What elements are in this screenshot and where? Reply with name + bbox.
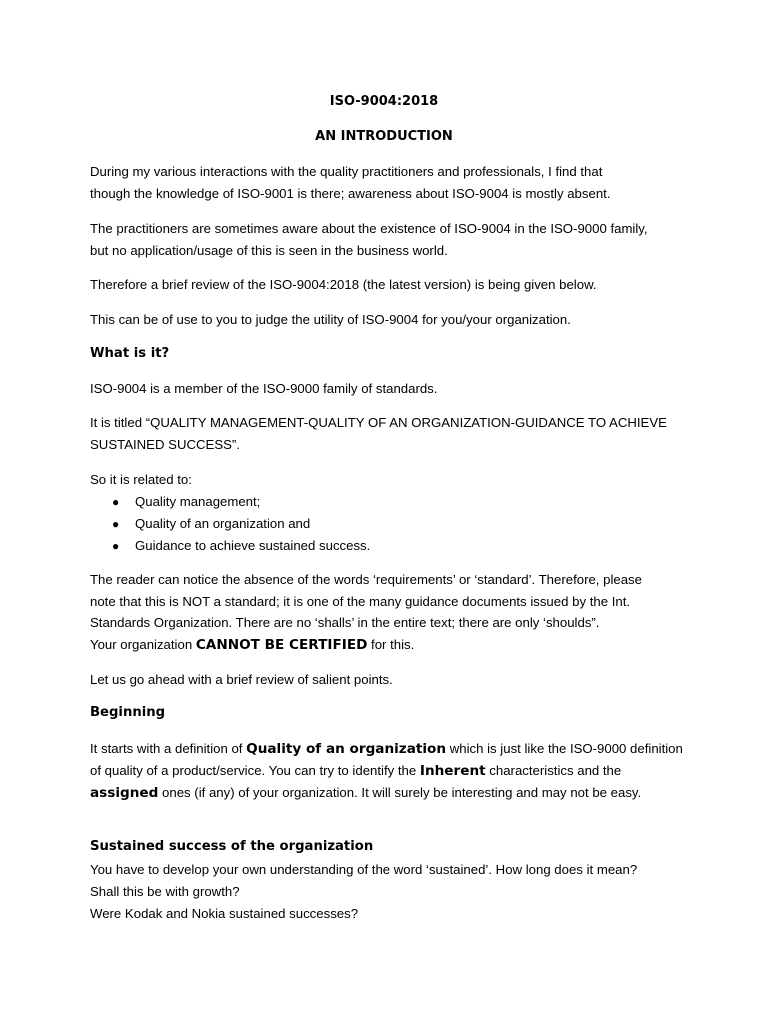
paragraph-line: Therefore a brief review of the ISO-9004:2018 (the latest version) is being given below. <box>90 277 597 292</box>
paragraph-line: but no application/usage of this is seen in the business world. <box>90 243 448 258</box>
text-run: Your organization <box>90 637 196 652</box>
paragraph-line: So it is related to: <box>90 472 192 487</box>
section-heading-what-is-it: What is it? <box>90 346 170 361</box>
emphasis-text: Inherent <box>419 763 486 779</box>
text-run: for this. <box>367 637 415 652</box>
list-item-text: Quality of an organization and <box>135 516 311 531</box>
paragraph-line: The practitioners are sometimes aware about the existence of ISO-9004 in the ISO-9000 family, <box>90 221 648 236</box>
paragraph-line <box>90 784 641 802</box>
document-title: ISO-9004:2018 <box>329 94 439 109</box>
paragraph-line: This can be of use to you to judge the utility of ISO-9004 for you/your organization. <box>90 312 571 327</box>
paragraph-line: Let us go ahead with a brief review of salient points. <box>90 672 393 687</box>
text-run: ones (if any) of your organization. It will surely be interesting and may not be easy. <box>158 785 642 800</box>
paragraph-line: ISO-9004 is a member of the ISO-9000 family of standards. <box>90 381 438 396</box>
paragraph-line: Shall this be with growth? <box>90 884 240 899</box>
paragraph-line: You have to develop your own understanding of the word ‘sustained’. How long does it mean? <box>90 862 638 877</box>
list-item-text: Quality management; <box>135 494 261 509</box>
paragraph-line <box>90 762 621 780</box>
paragraph-line: Standards Organization. There are no ‘shalls’ in the entire text; there are only ‘shoulds”. <box>90 615 600 630</box>
paragraph-line <box>90 740 683 758</box>
paragraph-line: It is titled “QUALITY MANAGEMENT-QUALITY OF AN ORGANIZATION-GUIDANCE TO ACHIEVE <box>90 415 667 430</box>
bullet-icon: ● <box>112 539 120 553</box>
section-heading-sustained-success: Sustained success of the organization <box>90 839 374 854</box>
list-item <box>112 493 260 511</box>
paragraph-line: SUSTAINED SUCCESS”. <box>90 437 240 452</box>
emphasis-text: assigned <box>90 785 159 801</box>
paragraph-line: note that this is NOT a standard; it is one of the many guidance documents issued by the Int. <box>90 594 631 609</box>
paragraph-line: though the knowledge of ISO-9001 is there; awareness about ISO-9004 is mostly absent. <box>90 186 611 201</box>
document-subtitle: AN INTRODUCTION <box>315 129 453 144</box>
section-heading-beginning: Beginning <box>90 705 166 720</box>
bullet-icon: ● <box>112 517 120 531</box>
text-run: of quality of a product/service. You can try to identify the <box>90 763 420 778</box>
list-item <box>112 515 310 533</box>
emphasis-text: CANNOT BE CERTIFIED <box>195 637 368 653</box>
paragraph-line: Were Kodak and Nokia sustained successes? <box>90 906 359 921</box>
text-run: characteristics and the <box>485 763 622 778</box>
list-item <box>112 537 370 555</box>
paragraph-line: During my various interactions with the quality practitioners and professionals, I find that <box>90 164 603 179</box>
bullet-icon: ● <box>112 495 120 509</box>
paragraph-line <box>90 636 414 654</box>
list-item-text: Guidance to achieve sustained success. <box>135 538 371 553</box>
text-run: It starts with a definition of <box>90 741 247 756</box>
paragraph-line: The reader can notice the absence of the words ‘requirements’ or ‘standard’. Therefore, please <box>90 572 642 587</box>
text-run: which is just like the ISO-9000 definition <box>446 741 683 756</box>
emphasis-text: Quality of an organization <box>246 741 447 757</box>
